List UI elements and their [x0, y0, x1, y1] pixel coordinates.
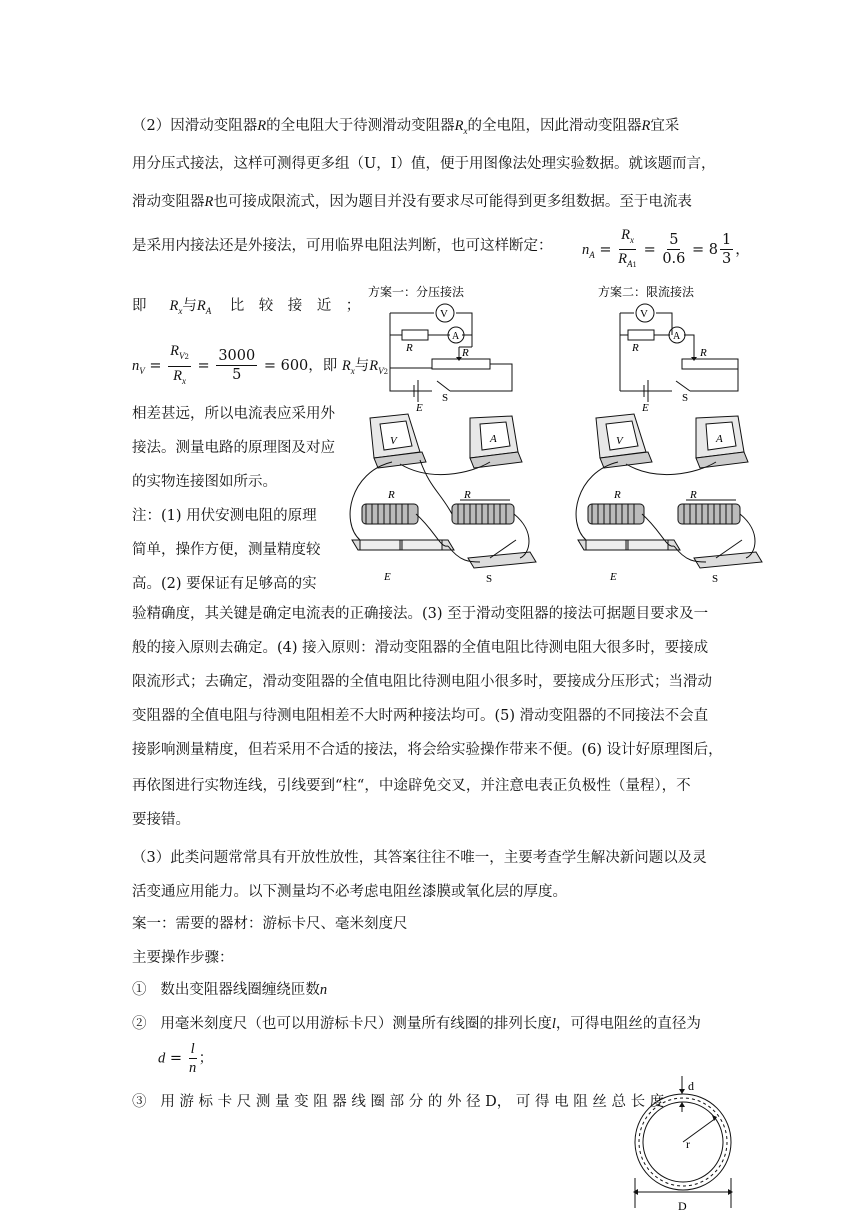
svg-text:V: V [440, 308, 448, 320]
text: 的全电阻大于待测滑动变阻器 [266, 118, 455, 134]
scheme1-title: 方案一：分压接法 [368, 285, 465, 299]
p2-line6: 注：(1) 用伏安测电阻的原理 [132, 508, 317, 524]
p3-line5: 接影响测量精度，但若采用不合适的接法，将会给实验操作带来不便。(6) 设计好原理图后， [132, 742, 723, 758]
scheme2-apparatus [566, 412, 766, 590]
svg-text:E: E [610, 571, 617, 583]
step-3: ③ 用 游 标 卡 尺 测 量 变 阻 器 线 圈 部 分 的 外 径 D， 可 得 电 阻 丝 总 长 度 [132, 1094, 665, 1110]
text: 也可接成限流式，因为题目并没有要求尽可能得到更多组数据。至于电流表 [213, 194, 692, 210]
p4-line3: 案一：需要的器材：游标卡尺、毫米刻度尺 [132, 916, 408, 932]
fraction: $\frac{R_x}{R_{A1}}$ [618, 227, 637, 269]
svg-text:R: R [388, 489, 395, 501]
p2-line3: 相差甚远，所以电流表应采用外 [132, 406, 335, 422]
p3-line1: 验精确度，其关键是确定电流表的正确接法。(3) 至于滑动变阻器的接法可据题目要求及一 [132, 606, 709, 622]
p3-line2: 般的接入原则去确定。(4) 接入原则：滑动变阻器的全值电阻比待测电阻大很多时，要接成 [132, 640, 709, 656]
var-R: R [257, 118, 267, 134]
var-Rx: R [454, 118, 464, 134]
coil-ring-diagram [626, 1068, 744, 1214]
svg-text:r: r [686, 1137, 690, 1151]
svg-text:R: R [690, 489, 697, 501]
svg-text:E: E [416, 402, 423, 413]
var-R: R [204, 194, 214, 210]
svg-text:R: R [462, 347, 469, 359]
svg-text:V: V [616, 435, 623, 447]
p1-line3 [132, 192, 692, 212]
svg-text:R: R [464, 489, 471, 501]
svg-text:A: A [716, 433, 723, 445]
step-2: ② 用毫米刻度尺（也可以用游标卡尺）测量所有线圈的排列长度l，可得电阻丝的直径为 [132, 1016, 701, 1032]
whole: 8 [708, 241, 718, 258]
p3-line7: 要接错。 [132, 812, 190, 828]
p3-line3: 限流形式；去确定，滑动变阻器的全值电阻比待测电阻小很多时，要接成分压形式；当滑动 [132, 674, 712, 690]
sub-x: x [463, 125, 468, 136]
p3-line6: 再依图进行实物连线，引线要到“柱“，中途辟免交叉，并注意电表正负极性（量程），不 [132, 778, 691, 794]
svg-text:A: A [673, 331, 681, 342]
text: 宜采 [650, 118, 680, 134]
svg-text:S: S [682, 392, 689, 404]
p2-line1: 即 $R_x$与$R_A$ 比 较 接 近 ； [132, 298, 361, 316]
eq: = [599, 241, 612, 258]
p2-line8: 高。(2) 要保证有足够高的实 [132, 576, 317, 592]
fraction: $\frac{1}{3}$ [722, 232, 732, 268]
svg-text:V: V [640, 308, 648, 320]
p1-line1 [132, 116, 679, 141]
nA-lhs: n [582, 241, 590, 258]
text: （2）因滑动变阻器 [132, 118, 258, 134]
p1-line4: 是采用内接法还是外接法，可用临界电阻法判断，也可这样断定： [132, 238, 553, 254]
scheme1-circuit [362, 283, 522, 413]
eq: = [643, 241, 656, 258]
svg-text:S: S [712, 573, 719, 585]
svg-text:V: V [390, 435, 397, 447]
p2-line4: 接法。测量电路的原理图及对应 [132, 440, 335, 456]
svg-text:S: S [486, 573, 493, 585]
svg-text:R: R [406, 342, 413, 354]
p4-line4: 主要操作步骤： [132, 950, 234, 966]
text: 滑动变阻器 [132, 194, 205, 210]
eq: = [692, 241, 705, 258]
svg-text:R: R [700, 347, 707, 359]
scheme2-circuit [592, 283, 752, 413]
scheme2-title: 方案二：限流接法 [598, 285, 695, 299]
svg-text:E: E [384, 571, 391, 583]
p2-formula-nV: $n_V$ = $\frac{R_{V2}}{R_x}$ = $\frac{3000}{5}$ = 600，即 $R_x$与$R_{V2}$ [132, 343, 389, 386]
svg-text:E: E [642, 402, 649, 413]
tail: ， [735, 241, 750, 258]
svg-text:d: d [688, 1079, 694, 1093]
svg-text:A: A [452, 331, 460, 342]
p3-line4: 变阻器的全值电阻与待测电阻相差不大时两种接法均可。(5) 滑动变阻器的不同接法不会直 [132, 708, 709, 724]
step-1: ① 数出变阻器线圈缠绕匝数n [132, 982, 328, 998]
p4-line1: （3）此类问题常常具有开放性放性，其答案往往不唯一，主要考查学生解决新问题以及灵 [132, 850, 707, 866]
p1-line2: 用分压式接法，这样可测得更多组（U，I）值，便于用图像法处理实验数据。就该题而言， [132, 156, 716, 172]
svg-text:R: R [632, 342, 639, 354]
p4-line2: 活变通应用能力。以下测量均不必考虑电阻丝漆膜或氧化层的厚度。 [132, 884, 567, 900]
text: 的全电阻，因此滑动变阻器 [467, 118, 642, 134]
svg-text:D: D [678, 1199, 687, 1213]
svg-text:R: R [614, 489, 621, 501]
formula-nA [582, 226, 750, 274]
step-2-formula: d = $\frac{l}{n}$ ； [158, 1041, 214, 1076]
svg-text:S: S [442, 392, 449, 404]
scheme1-apparatus [340, 412, 540, 590]
p2-line5: 的实物连接图如所示。 [132, 474, 277, 490]
fraction: $\frac{5}{0.6}$ [662, 232, 686, 268]
p2-line7: 简单，操作方便，测量精度较 [132, 542, 321, 558]
nA-sub: A [589, 249, 595, 260]
svg-text:A: A [490, 433, 497, 445]
var-R: R [641, 118, 651, 134]
